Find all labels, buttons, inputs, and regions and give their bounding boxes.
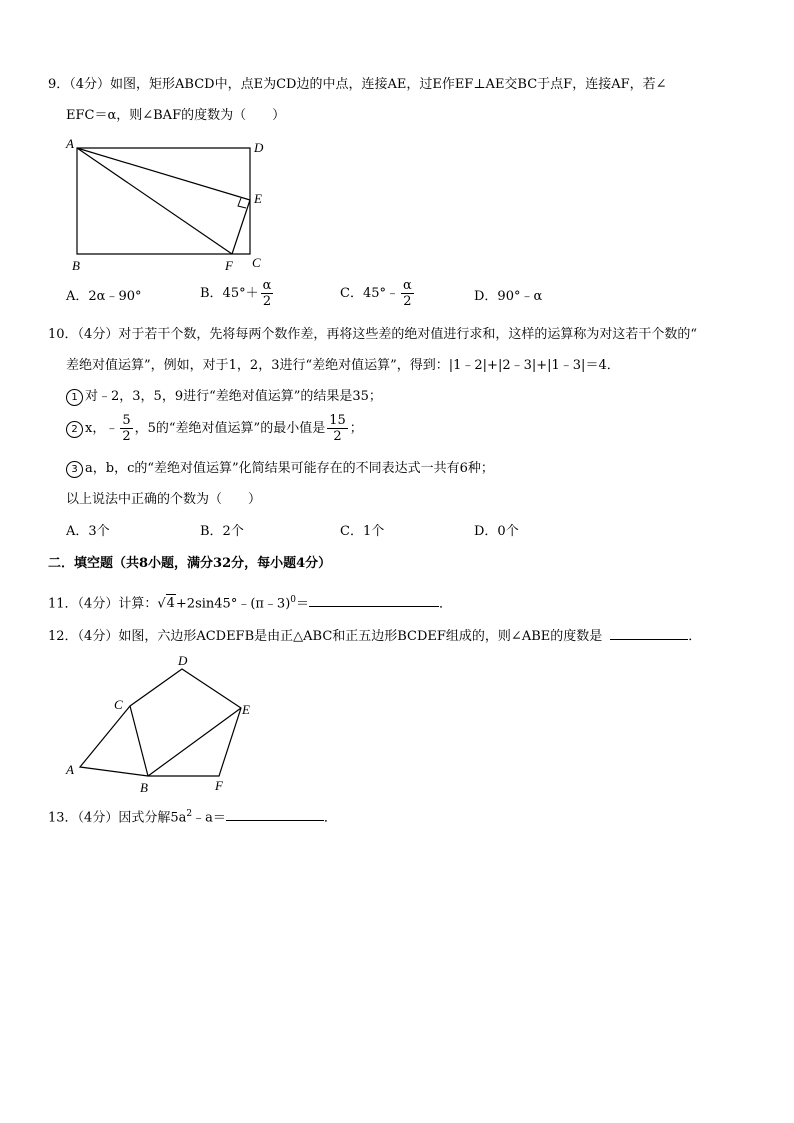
q12-label-A: A xyxy=(66,762,74,777)
q10-statement-3-marker: 3 xyxy=(66,461,83,478)
q10-option-d: D．0个 xyxy=(474,524,519,539)
q9-label-E: E xyxy=(254,191,262,206)
q11-sqrt-sign: √ xyxy=(157,596,166,612)
q12-hexagon-figure xyxy=(60,650,270,800)
q10-stem-line1: 10．（4分）对于若干个数，先将每两个数作差，再将这些差的绝对值进行求和，这样的运算称为对这若干个数的“ xyxy=(48,327,697,342)
q10-statement-2-marker: 2 xyxy=(66,421,83,438)
q10-statement-3: 3 a，b，c的“差绝对值运算”化简结果可能存在的不同表达式一共有6种； xyxy=(66,460,494,478)
q10-statement-2: 2 x，﹣ $\frac{5}{2}$ ，5的“差绝对值运算”的最小值是 $\frac{15}{2}$ ； xyxy=(66,413,363,444)
q9-option-b-prefix: B．45°＋ xyxy=(200,286,259,301)
q12-label-B: B xyxy=(140,780,148,795)
q9-label-D: D xyxy=(254,140,264,155)
section-2-heading: 二．填空题（共8小题，满分32分，每小题4分） xyxy=(48,556,332,571)
q9-option-a: A．2α﹣90° xyxy=(66,289,142,304)
q9-option-b xyxy=(200,278,275,309)
q9-option-c xyxy=(340,278,416,309)
q11-line: 11．（4分）计算：√4+2sin45°﹣(π﹣3)$^0$＝ ． xyxy=(48,595,453,612)
q9-stem-line1: 9．（4分）如图，矩形ABCD中，点E为CD边的中点，连接AE，过E作EF⊥AE交BC于点F，连接AF，若∠ xyxy=(48,77,667,92)
q9-label-F: F xyxy=(225,258,233,273)
q10-fraction-15-2: $\frac{15}{2}$ xyxy=(329,413,346,444)
q9-label-C: C xyxy=(252,255,261,270)
q10-option-a: A．3个 xyxy=(66,524,110,539)
q13-line: 13．（4分）因式分解$5a^2﹣a=$ ． xyxy=(48,809,337,826)
q10-stem-line2: 差绝对值运算”，例如，对于1，2，3进行“差绝对值运算”，得到：|1﹣2|+|2﹣3|+|1﹣3|＝4． xyxy=(66,358,620,373)
q10-option-b: B．2个 xyxy=(200,524,244,539)
q11-answer-blank[interactable] xyxy=(309,594,439,607)
q12-answer-blank[interactable] xyxy=(610,627,688,640)
q10-statement-1-marker: 1 xyxy=(66,389,83,406)
q9-rectangle-figure xyxy=(60,132,280,274)
q9-label-B: B xyxy=(72,258,80,273)
q12-label-D: D xyxy=(178,653,188,668)
q10-option-c: C．1个 xyxy=(340,524,385,539)
q10-statement-1: 1 对﹣2，3，5，9进行“差绝对值运算”的结果是35； xyxy=(66,388,382,406)
q9-label-A: A xyxy=(66,136,74,151)
q12-label-F: F xyxy=(215,778,223,793)
q12-line: 12．（4分）如图，六边形ACDEFB是由正△ABC和正五边形BCDEF组成的，则∠ABE的度数是 ． xyxy=(48,629,702,644)
q10-fraction-5-2: $\frac{5}{2}$ xyxy=(122,413,131,444)
q12-label-C: C xyxy=(114,697,123,712)
q10-summary: 以上说法中正确的个数为（ ） xyxy=(66,492,262,507)
q12-label-E: E xyxy=(242,702,250,717)
q9-option-b-fraction: $\frac{\alpha}{2}$ xyxy=(262,278,272,309)
q11-radicand: 4 xyxy=(166,596,175,612)
q13-answer-blank[interactable] xyxy=(226,808,324,821)
q9-option-c-prefix: C．45°﹣ xyxy=(340,286,399,301)
q9-stem-line2: EFC＝α，则∠BAF的度数为（ ） xyxy=(66,108,286,123)
q9-option-d: D．90°﹣α xyxy=(474,289,543,304)
q9-option-c-fraction: $\frac{\alpha}{2}$ xyxy=(403,278,412,309)
